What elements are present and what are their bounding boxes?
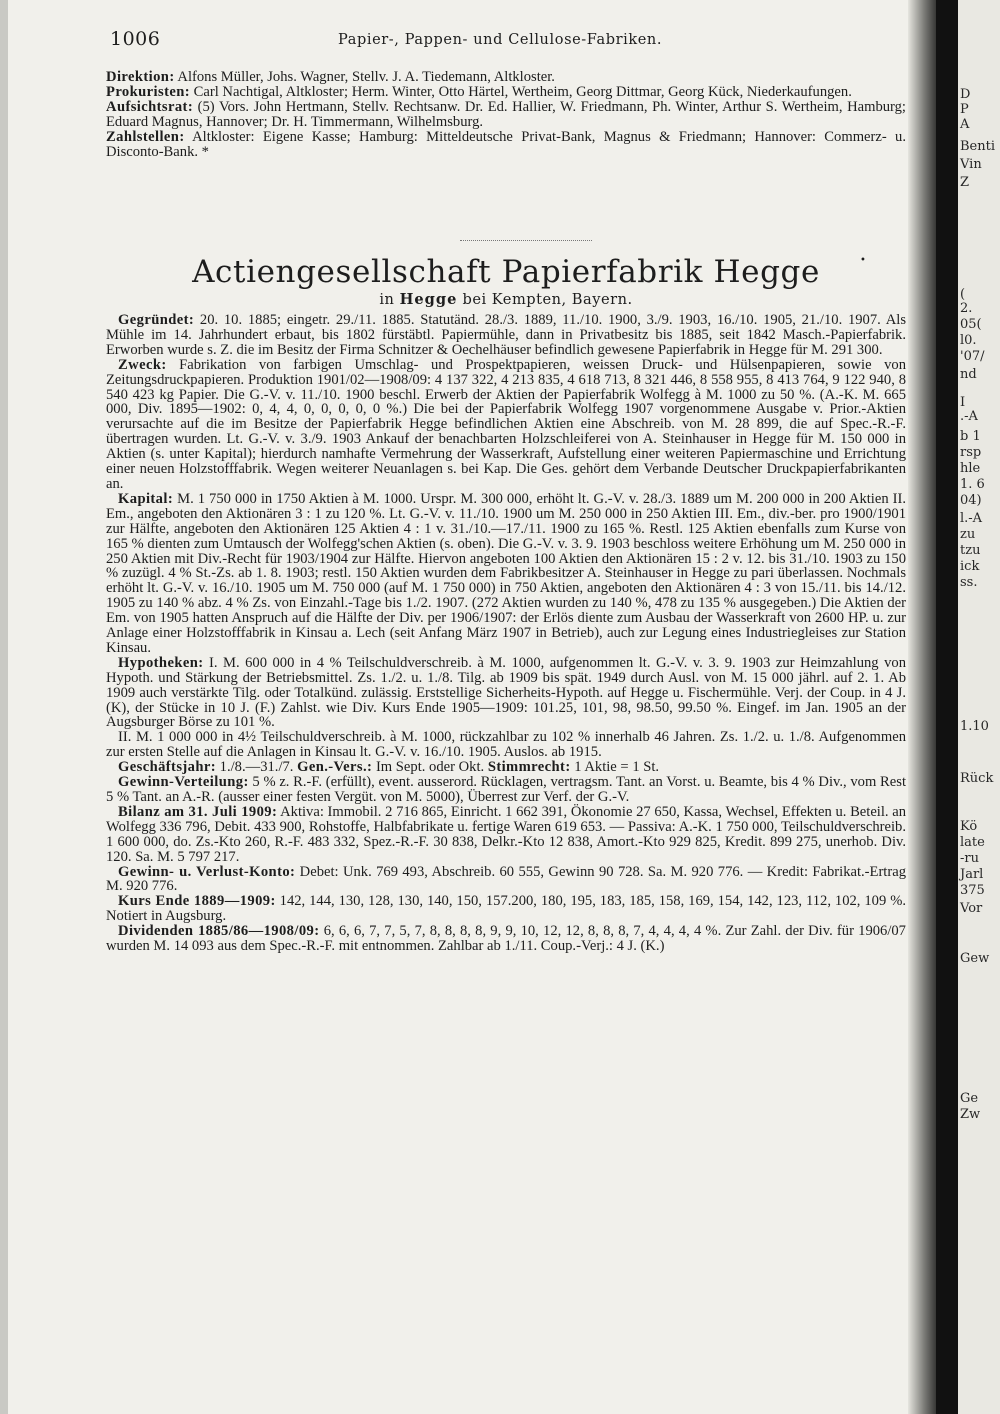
section-divider	[460, 240, 592, 241]
section-label: Aufsichtsrat:	[106, 98, 194, 115]
next-page-fragment: hle	[960, 461, 981, 476]
section-text: Aktiva: Immobil. 2 716 865, Einricht. 1 662 391, Ökonomie 27 650, Kassa, Wechsel, Effekten u. Beteil. an Wolfegg 336 796, Debit. 433 900, Rohstoffe, Halbfabrikate u. fertige Waren 619 653. — Passiva: A.-K. 1 750 000, Teilschuldverschreib. 1 600 000, do. Zs.-Kto 260, R.-F. 483 332, Spez.-R.-F. 30 838, Delkr.-Kto 12 838, Amort.-Kto 929 825, Kredit. 899 275, unerhob. Div. 120. Sa. M. 5 797 217.	[106, 803, 906, 865]
next-page-fragment: b 1	[960, 429, 981, 444]
next-page-fragment: Rück	[960, 771, 994, 786]
next-page-fragment: 375	[960, 883, 985, 898]
share-price-paragraph	[106, 894, 906, 924]
next-page-fragment: Kö	[960, 819, 978, 834]
running-header	[110, 28, 910, 52]
section-label: Dividenden 1885/86—1908/09:	[118, 923, 320, 940]
section-label: Gewinn- u. Verlust-Konto:	[118, 863, 296, 880]
next-page-fragment: '07/	[960, 349, 985, 364]
company-subtitle: in Hegge bei Kempten, Bayern.	[379, 291, 633, 308]
next-page-fragment: 05(	[960, 317, 982, 332]
next-page-fragment: zu	[960, 527, 976, 542]
company-entry-body	[106, 313, 906, 954]
section-text: 142, 144, 130, 128, 130, 140, 150, 157.200, 180, 195, 183, 185, 158, 169, 154, 142, 123, 112, 102, 109 %. Notiert in Augsburg.	[106, 893, 906, 925]
next-page-fragment: Jarl	[960, 867, 984, 882]
next-page-fragment: A	[960, 117, 970, 132]
section-label: Direktion:	[106, 69, 175, 85]
section-label: Bilanz am 31. Juli 1909:	[118, 803, 278, 820]
mortgages-second-paragraph	[106, 730, 906, 760]
next-page-fragment: tzu	[960, 543, 981, 558]
section-label-2: Gen.-Vers.:	[297, 759, 373, 776]
section-label-3: Stimmrecht:	[487, 759, 571, 776]
next-page-fragment: rsp	[960, 445, 982, 460]
next-page-fragment: 2.	[960, 301, 973, 316]
next-page-edge	[958, 0, 1000, 1414]
supervisory-board-paragraph	[106, 100, 906, 130]
section-text: (5) Vors. John Hertmann, Stellv. Rechtsanw. Dr. Ed. Hallier, W. Friedmann, Ph. Winter, Arthur S. Wertheim, Hamburg; Eduard Magnus, Hannover; Dr. H. Timmermann, Wilhelmsburg.	[106, 98, 906, 130]
section-label: Geschäftsjahr:	[118, 759, 217, 776]
next-page-fragment: Vor	[960, 901, 983, 916]
next-page-fragment: l0.	[960, 333, 977, 348]
section-text: 5 % z. R.-F. (erfüllt), event. ausserord. Rücklagen, vertragsm. Tant. an Vorst. u. Beamte, bis 4 % Div., vom Rest 5 % Tant. an A.-R. (ausser einer festen Vergüt. von M. 5000), Überrest zur Verf. der G.-V.	[106, 774, 906, 805]
next-page-fragment: (	[960, 287, 966, 302]
next-page-fragment: D	[960, 87, 971, 102]
section-text: I. M. 600 000 in 4 % Teilschuldverschreib. à M. 1000, aufgenommen lt. G.-V. v. 3. 9. 1903 zur Heimzahlung von Hypoth. und Stärkung der Betriebsmittel. Zs. 1./2. u. 1./8. Tilg. ab 1909 bis spät. 1949 durch Ausl. von M. 15 000 jährl. auf 2. 1. Ab 1909 auch verstärkte Tilg. oder Totalkünd. zulässig. Erststellige Sicherheits-Hypoth. auf Hegge u. Fischermühle. Verj. der Coup. in 4 J. (K), der Stücke in 10 J. (F.) Zahlst. wie Div. Kurs Ende 1905—1909: 101.25, 101, 98, 98.50, 99.50 %. Eingef. im Jan. 1905 an der Augsburger Börse zu 101 %.	[106, 654, 906, 731]
capital-paragraph	[106, 492, 906, 656]
paying-agents-paragraph	[106, 130, 906, 160]
proxies-paragraph	[106, 85, 906, 100]
company-title: Actiengesellschaft Papierfabrik Hegge	[192, 254, 820, 290]
profit-distribution-paragraph	[106, 775, 906, 805]
section-text: II. M. 1 000 000 in 4½ Teilschuldverschreib. à M. 1000, rückzahlbar zu 102 % innerhalb 46 Jahren. Zs. 1./2. u. 1./8. Aufgenommen zur ersten Stelle auf die Anlagen in Kinsau lt. G.-V. v. 16./10. 1905. Auslos. ab 1915.	[106, 729, 906, 761]
section-text: Carl Nachtigal, Altkloster; Herm. Winter, Otto Härtel, Wertheim, Georg Dittmar, Georg Kück, Niederkaufungen.	[189, 83, 852, 100]
next-page-fragment: I	[960, 395, 966, 410]
next-page-fragment: 1.10	[960, 719, 989, 734]
page-number: 1006	[110, 28, 161, 50]
section-text: Debet: Unk. 769 493, Abschreib. 60 555, Gewinn 90 728. Sa. M. 920 776. — Kredit: Fabrikat.-Ertrag M. 920 776.	[106, 863, 906, 895]
next-page-fragment: 1. 6	[960, 477, 985, 492]
section-text: 1./8.—31./7.	[216, 759, 298, 776]
profit-loss-paragraph	[106, 865, 906, 895]
section-text: 6, 6, 6, 7, 7, 5, 7, 8, 8, 8, 8, 9, 9, 10, 12, 12, 8, 8, 8, 7, 4, 4, 4, 4 %. Zur Zahl. der Div. für 1906/07 wurden M. 14 093 aus dem Spec.-R.-F. mit entnommen. Zahlbar ab 1./11. Coup.-Verj.: 4 J. (K.)	[106, 923, 906, 955]
balance-sheet-paragraph	[106, 805, 906, 865]
section-label: Zweck:	[118, 356, 167, 373]
section-label: Hypotheken:	[118, 654, 204, 671]
company-location: Hegge	[399, 291, 458, 308]
directors-paragraph	[106, 70, 906, 85]
fiscal-year-paragraph	[106, 760, 906, 775]
section-text: Alfons Müller, Johs. Wagner, Stellv. J. A. Tiedemann, Altkloster.	[174, 69, 555, 85]
section-text: Altkloster: Eigene Kasse; Hamburg: Mitteldeutsche Privat-Bank, Magnus & Friedmann; Hannover: Commerz- u. Disconto-Bank. *	[106, 128, 906, 160]
section-label: Kurs Ende 1889—1909:	[118, 893, 276, 910]
section-text-2: Im Sept. oder Okt.	[372, 759, 488, 776]
next-page-fragment: Gew	[960, 951, 990, 966]
next-page-fragment: P	[960, 102, 969, 117]
next-page-fragment: -ru	[960, 851, 979, 866]
section-text: M. 1 750 000 in 1750 Aktien à M. 1000. Urspr. M. 300 000, erhöht lt. G.-V. v. 28./3. 1889 um M. 200 000 in 200 Aktien II. Em., angeboten den Aktionären 3 : 1 zu 120 %. Lt. G.-V. v. 11./10. 1900 um M. 250 000 in 250 Aktien III. Em., div.-ber. pro 1900/1901 zur Hälfte, angeboten den Aktionären 125 Aktien 4 : 1 v. 31./10.—17./11. 1900 zu 165 %. Restl. 125 Aktien ebenfalls zum Kurse von 165 % dienten zum Umtausch der Wolfegg'schen Aktien (s. oben). Die G.-V. v. 3. 9. 1903 beschloss weitere Erhöhung um M. 250 000 in 250 Aktien mit Div.-Recht für 1903/1904 zur Hälfte. Hiervon angeboten 100 Aktien den Aktionären 15 : 2 v. 12. bis 31./10. 1903 zu 150 % zuzügl. 4 % St.-Zs. ab 1. 8. 1903; restl. 150 Aktien wurden dem Fabrikbesitzer A. Steinhauser in Hegge zu pari überlassen. Nochmals erhöht lt. G.-V. v. 16./10. 1905 um M. 750 000 (auf M. 1 750 000) in 750 Aktien, angeboten den Aktionären 4 : 3 von 15./11. bis 14./12. 1905 zu 140 % abz. 4 % Zs. von Einzahl.-Tage bis 1./2. 1907. (272 Aktien wurden zu 140 %, 478 zu 135 % ausgegeben.) Die Aktien der Em. von 1905 hatten Anspruch auf die Hälfte der Div. per 1906/1907: der Erlös diente zum Ausbau der Wasserkraft von 2600 HP. u. zur Anlage einer Holzstofffabrik in Kinsau a. Lech (seit Anfang März 1907 in Betrieb), auch zur Legung eines Industriegleises zur Station Kinsau.	[106, 490, 906, 656]
binding-gutter	[908, 0, 938, 1414]
section-text: Fabrikation von farbigen Umschlag- und Prospektpapieren, weissen Druck- und Hülsenpapieren, sowie von Zeitungsdruckpapieren. Produktion 1901/02—1908/09: 4 137 322, 4 213 835, 4 618 713, 8 321 446, 8 558 955, 8 413 764, 9 122 940, 8 540 423 kg Papier. Die G.-V. v. 11./10. 1900 beschl. Erwerb der Aktien der Papierfabrik Wolfegg à M. 1000 zu 50 %. (A.-K. M. 665 000, Div. 1895—1902: 0, 4, 4, 0, 0, 0, 0, 0 %.) Die bei der Papierfabrik Wolfegg 1907 vorgenommene Ausgabe v. Prior.-Aktien verursachte auf die im Besitze der Papierfabrik Hegge befindlichen Aktien eine Abschreib. von M. 28 899, die auf Spec.-R.-F. übertragen wurden. Lt. G.-V. v. 3./9. 1903 Ankauf der benachbarten Holzschleiferei von A. Steinhauser in Hegge für M. 150 000 in Aktien (s. unter Kapital); hierdurch namhafte Vermehrung der Wasserkraft, Aufstellung einer weiteren Papiermaschine und Errichtung einer neuen Holzstofffabrik. Wegen weiterer Neuanlagen s. bei Kap. Die Ges. gehört dem Verbande Deutscher Druckpapierfabrikanten an.	[106, 356, 906, 492]
section-label: Gewinn-Verteilung:	[118, 774, 249, 791]
next-page-fragment: Benti	[960, 139, 996, 154]
section-text: 20. 10. 1885; eingetr. 29./11. 1885. Statutänd. 28./3. 1889, 11./10. 1900, 3./9. 1903, 16./10. 1905, 21./10. 1907. Als Mühle im 14. Jahrhundert erbaut, bis 1802 fürstäbtl. Papiermühle, dann in Privatbesitz bis 1885, seit 1842 Masch.-Papierfabrik. Erworben wurde s. Z. die im Besitz der Firma Schnitzer & Oechelhäuser befindlich gewesene Papierfabrik in Hegge für M. 291 300.	[106, 312, 906, 358]
section-label: Kapital:	[118, 490, 174, 507]
previous-entry-tail	[106, 70, 906, 159]
book-page	[8, 0, 910, 1414]
book-spine	[936, 0, 958, 1414]
next-page-fragment: .-A	[960, 409, 978, 424]
section-label: Gegründet:	[118, 312, 195, 328]
next-page-fragment: 04)	[960, 493, 982, 508]
section-label: Zahlstellen:	[106, 128, 185, 145]
section-label: Prokuristen:	[106, 83, 190, 100]
next-page-fragment: nd	[960, 367, 977, 382]
next-page-fragment: late	[960, 835, 985, 850]
next-page-fragment: Z	[960, 175, 970, 190]
section-text-3: 1 Aktie = 1 St.	[570, 759, 660, 776]
next-page-fragment: ss.	[960, 575, 978, 590]
next-page-fragment: ick	[960, 559, 980, 574]
company-heading	[106, 252, 906, 308]
dividends-paragraph	[106, 924, 906, 954]
purpose-paragraph	[106, 358, 906, 492]
next-page-fragment: l.-A	[960, 511, 983, 526]
next-page-fragment: Vin	[960, 157, 982, 172]
next-page-fragment: Ge	[960, 1091, 979, 1106]
header-title: Papier-, Pappen- und Cellulose-Fabriken.	[338, 32, 663, 48]
next-page-fragment: Zw	[960, 1107, 981, 1122]
mortgages-paragraph	[106, 656, 906, 731]
print-speck: •	[860, 255, 866, 266]
founded-paragraph	[106, 313, 906, 358]
